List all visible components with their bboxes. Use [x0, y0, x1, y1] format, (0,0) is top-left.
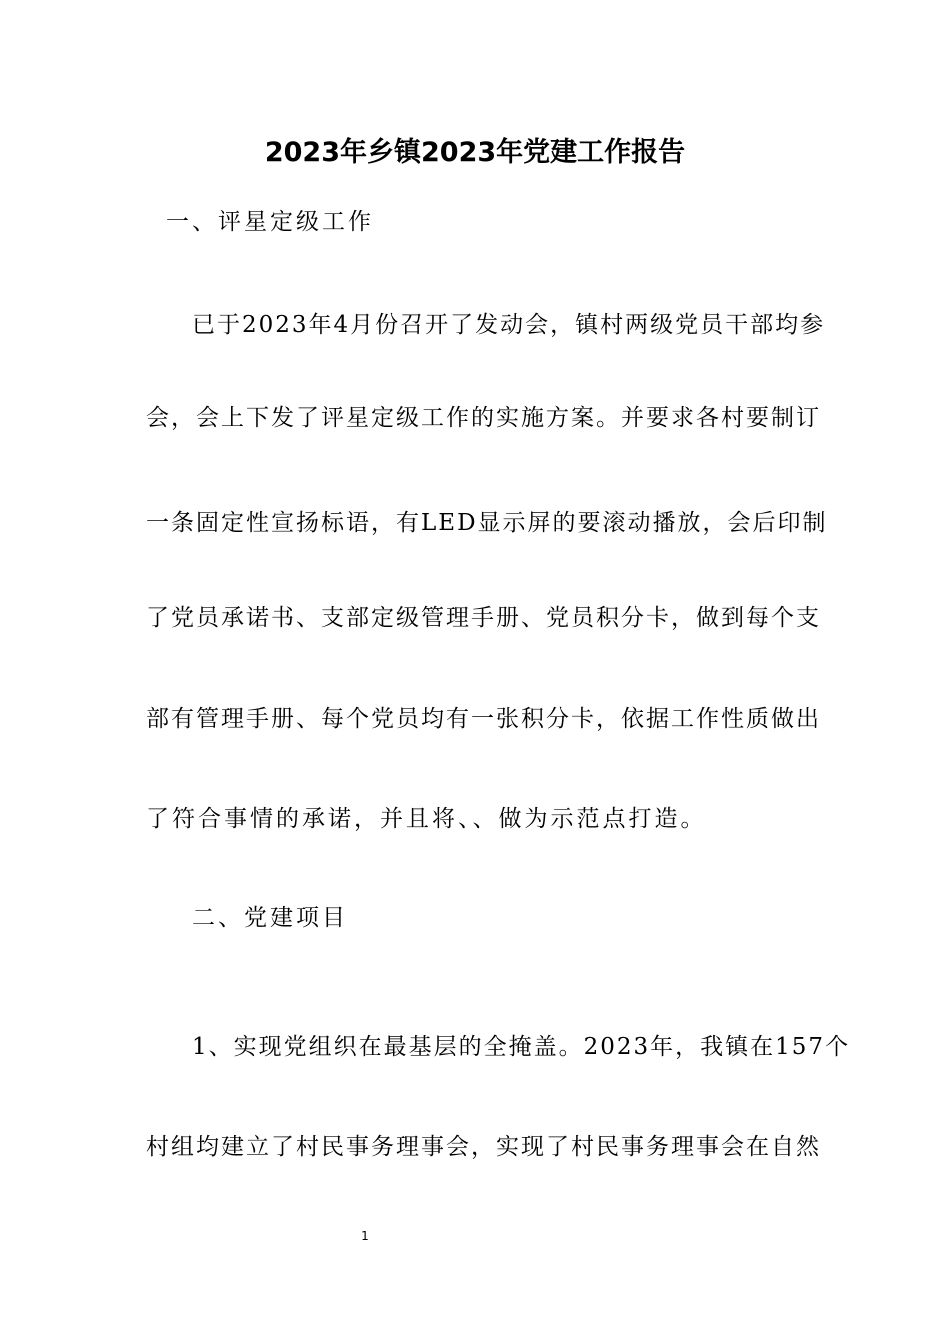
paragraph-line-5: 部有管理手册、每个党员均有一张积分卡，依据工作性质做出: [146, 706, 821, 732]
paragraph-line-7: 1、实现党组织在最基层的全掩盖。2023年，我镇在157个: [192, 1034, 851, 1060]
page-number: 1: [361, 1229, 369, 1243]
paragraph-line-1: 已于2023年4月份召开了发动会，镇村两级党员干部均参: [192, 312, 826, 338]
paragraph-line-3: 一条固定性宣扬标语，有LED显示屏的要滚动播放，会后印制: [146, 510, 828, 536]
section-heading-1: 一、评星定级工作: [166, 209, 374, 235]
paragraph-line-8: 村组均建立了村民事务理事会，实现了村民事务理事会在自然: [146, 1134, 821, 1160]
paragraph-line-4: 了党员承诺书、支部定级管理手册、党员积分卡，做到每个支: [146, 605, 821, 631]
paragraph-line-2: 会，会上下发了评星定级工作的实施方案。并要求各村要制订: [146, 405, 821, 431]
section-heading-2: 二、党建项目: [192, 905, 348, 931]
paragraph-line-6: 了符合事情的承诺，并且将、、做为示范点打造。: [146, 806, 707, 832]
document-title: 2023年乡镇2023年党建工作报告: [264, 137, 686, 168]
